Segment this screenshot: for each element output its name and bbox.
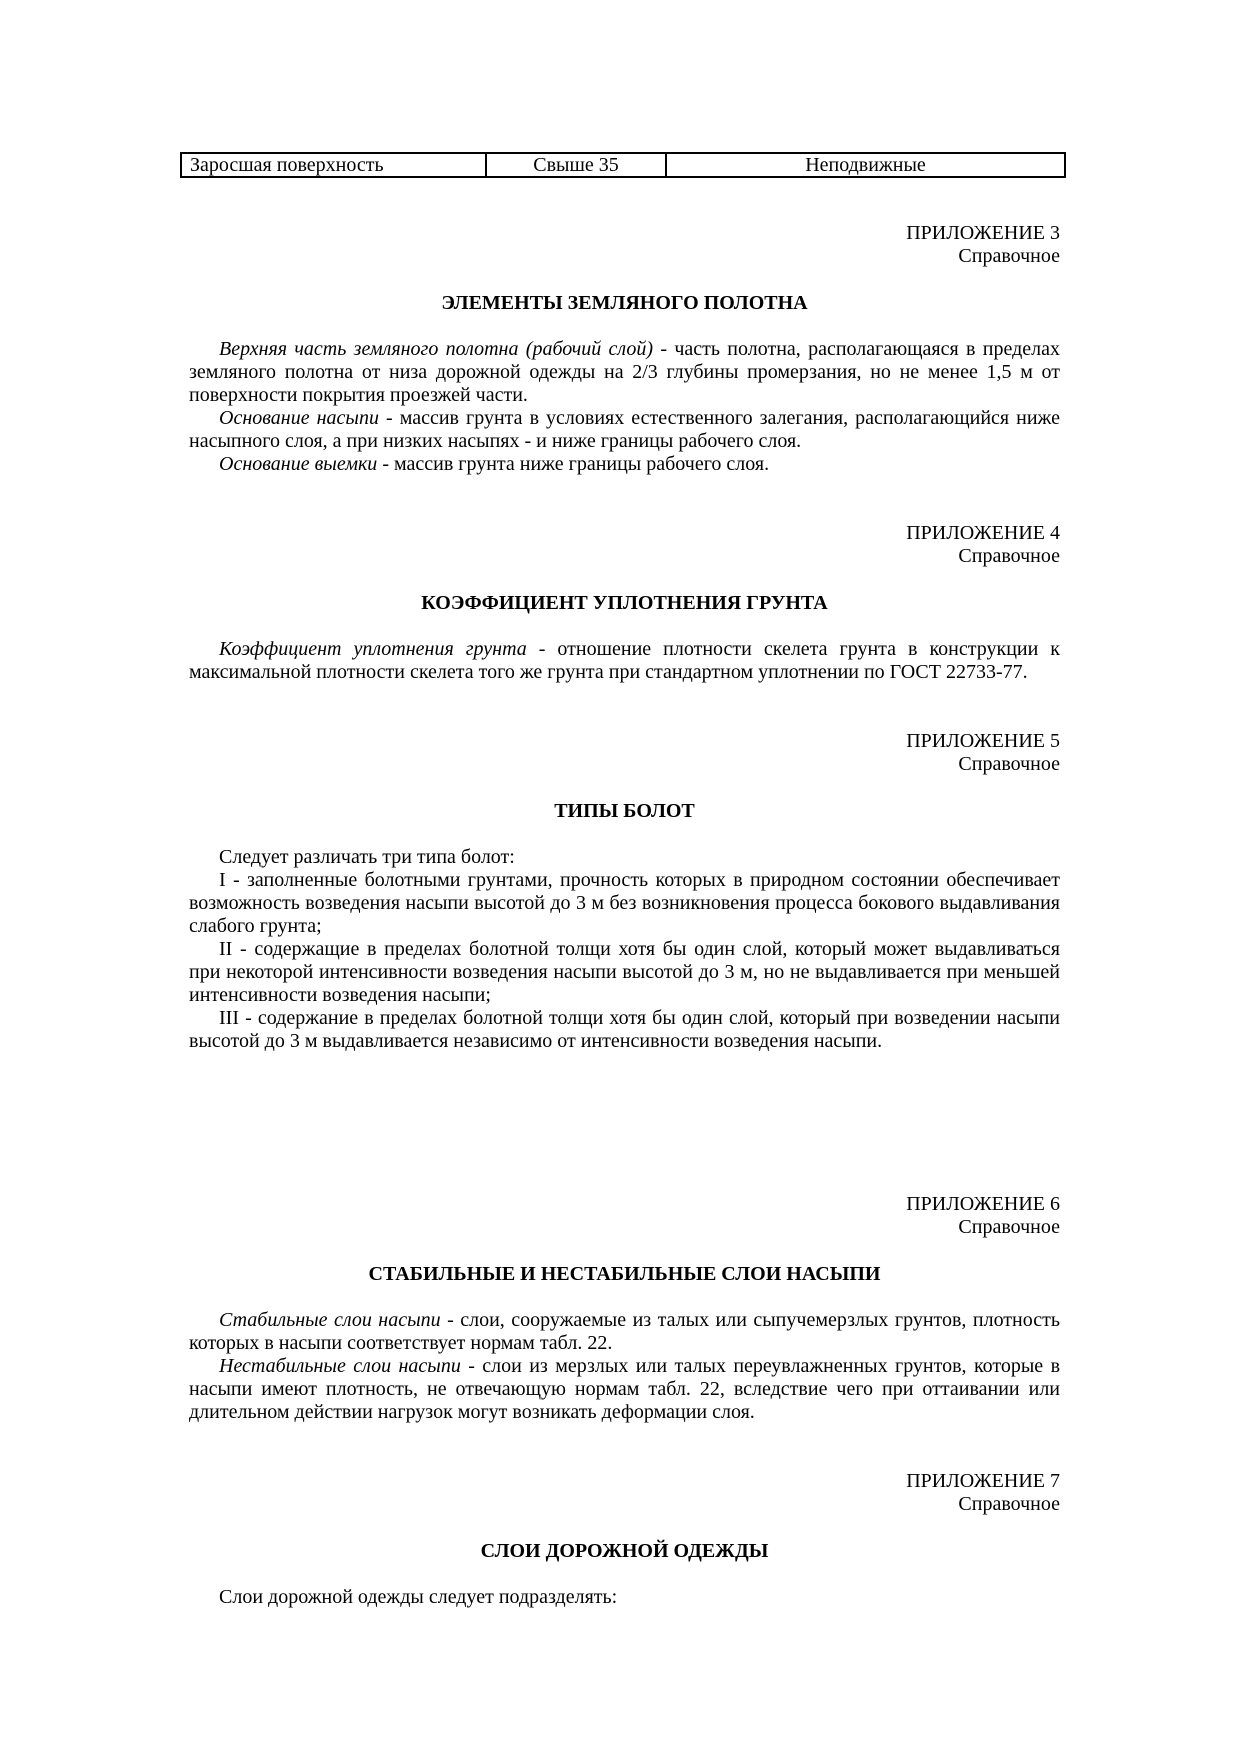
appendix4-type: Справочное bbox=[958, 545, 1060, 567]
appendix5-label: ПРИЛОЖЕНИЕ 5 bbox=[906, 730, 1060, 752]
appendix3-paragraph-3 bbox=[189, 453, 1060, 476]
appendix6-label: ПРИЛОЖЕНИЕ 6 bbox=[906, 1193, 1060, 1215]
appendix3-label: ПРИЛОЖЕНИЕ 3 bbox=[906, 222, 1060, 244]
appendix6-header bbox=[189, 1193, 1060, 1239]
table-cell-state: Неподвижные bbox=[666, 153, 1065, 177]
appendix5-title: ТИПЫ БОЛОТ bbox=[554, 800, 695, 822]
definition: - массив грунта в условиях естественного залегания, располагающийся ниже насыпного слоя, а при низких насыпях - и ниже границы рабочего слоя. bbox=[189, 407, 1060, 452]
appendix4-header bbox=[189, 522, 1060, 568]
appendix6-paragraph-1 bbox=[189, 1309, 1060, 1355]
appendix7-type: Справочное bbox=[958, 1493, 1060, 1515]
appendix6-title: СТАБИЛЬНЫЕ И НЕСТАБИЛЬНЫЕ СЛОИ НАСЫПИ bbox=[368, 1263, 881, 1285]
definition: - слои из мерзлых или талых переувлажненных грунтов, которые в насыпи имеют плотность, не отвечающую нормам табл. 22, вследствие чего при оттаивании или длительном действии нагрузок могут возникать деформации слоя. bbox=[189, 1355, 1061, 1423]
table-cell-surface: Заросшая поверхность bbox=[181, 153, 486, 177]
term: Коэффициент уплотнения грунта bbox=[219, 638, 527, 660]
appendix3-paragraph-1 bbox=[189, 338, 1060, 407]
appendix5-type-1: I - заполненные болотными грунтами, прочность которых в природном состоянии обеспечивает возможность возведения насыпи высотой до 3 м без возникновения процесса бокового выдавливания слабого грунта; bbox=[189, 869, 1060, 937]
term: Верхняя часть земляного полотна (рабочий слой) bbox=[219, 338, 654, 360]
appendix5-type-3: III - содержание в пределах болотной толщи хотя бы один слой, который при возведении насыпи высотой до 3 м выдавливается независимо от интенсивности возведения насыпи. bbox=[189, 1007, 1060, 1052]
appendix6-body bbox=[189, 1309, 1060, 1424]
term: Основание насыпи bbox=[219, 407, 379, 429]
appendix5-body bbox=[189, 846, 1060, 1053]
appendix5-intro: Следует различать три типа болот: bbox=[219, 846, 515, 868]
definition: - слои, сооружаемые из талых или сыпучемерзлых грунтов, плотность которых в насыпи соответствует нормам табл. 22. bbox=[189, 1309, 1060, 1354]
appendix5-type: Справочное bbox=[958, 753, 1060, 775]
term: Стабильные слои насыпи bbox=[219, 1309, 441, 1331]
definition: - массив грунта ниже границы рабочего слоя. bbox=[377, 453, 770, 475]
appendix6-paragraph-2 bbox=[189, 1355, 1060, 1424]
appendix4-title: КОЭФФИЦИЕНТ УПЛОТНЕНИЯ ГРУНТА bbox=[421, 592, 828, 614]
appendix7-label: ПРИЛОЖЕНИЕ 7 bbox=[906, 1470, 1060, 1492]
table-row bbox=[181, 153, 1065, 177]
appendix7-header bbox=[189, 1470, 1060, 1516]
definition: - часть полотна, располагающаяся в пределах земляного полотна от низа дорожной одежды на 2/3 глубины промерзания, но не менее 1,5 м от поверхности покрытия проезжей части. bbox=[189, 338, 1060, 406]
table-cell-value: Свыше 35 bbox=[486, 153, 666, 177]
appendix3-header bbox=[189, 222, 1060, 268]
appendix4-paragraph-1 bbox=[189, 638, 1060, 684]
appendix7-intro: Слои дорожной одежды следует подразделять: bbox=[219, 1586, 618, 1608]
appendix6-type: Справочное bbox=[958, 1216, 1060, 1238]
appendix3-title: ЭЛЕМЕНТЫ ЗЕМЛЯНОГО ПОЛОТНА bbox=[441, 292, 808, 314]
table-fragment bbox=[180, 152, 1066, 178]
term: Основание выемки bbox=[219, 453, 378, 475]
term: Нестабильные слои насыпи bbox=[219, 1355, 461, 1377]
appendix4-body bbox=[189, 638, 1060, 684]
appendix7-body bbox=[189, 1586, 1060, 1609]
appendix5-header bbox=[189, 730, 1060, 776]
appendix7-title: СЛОИ ДОРОЖНОЙ ОДЕЖДЫ bbox=[480, 1540, 769, 1562]
definition: - отношение плотности скелета грунта в конструкции к максимальной плотности скелета того же грунта при стандартном уплотнении по ГОСТ 22733-77. bbox=[189, 638, 1061, 683]
appendix5-type-2: II - содержащие в пределах болотной толщи хотя бы один слой, который может выдавливаться при некоторой интенсивности возведения насыпи высотой до 3 м, но не выдавливается при меньшей интенсивности возведения насыпи; bbox=[189, 938, 1060, 1006]
appendix4-label: ПРИЛОЖЕНИЕ 4 bbox=[906, 522, 1060, 544]
appendix3-body bbox=[189, 338, 1060, 476]
appendix3-type: Справочное bbox=[958, 245, 1060, 267]
appendix3-paragraph-2 bbox=[189, 407, 1060, 453]
